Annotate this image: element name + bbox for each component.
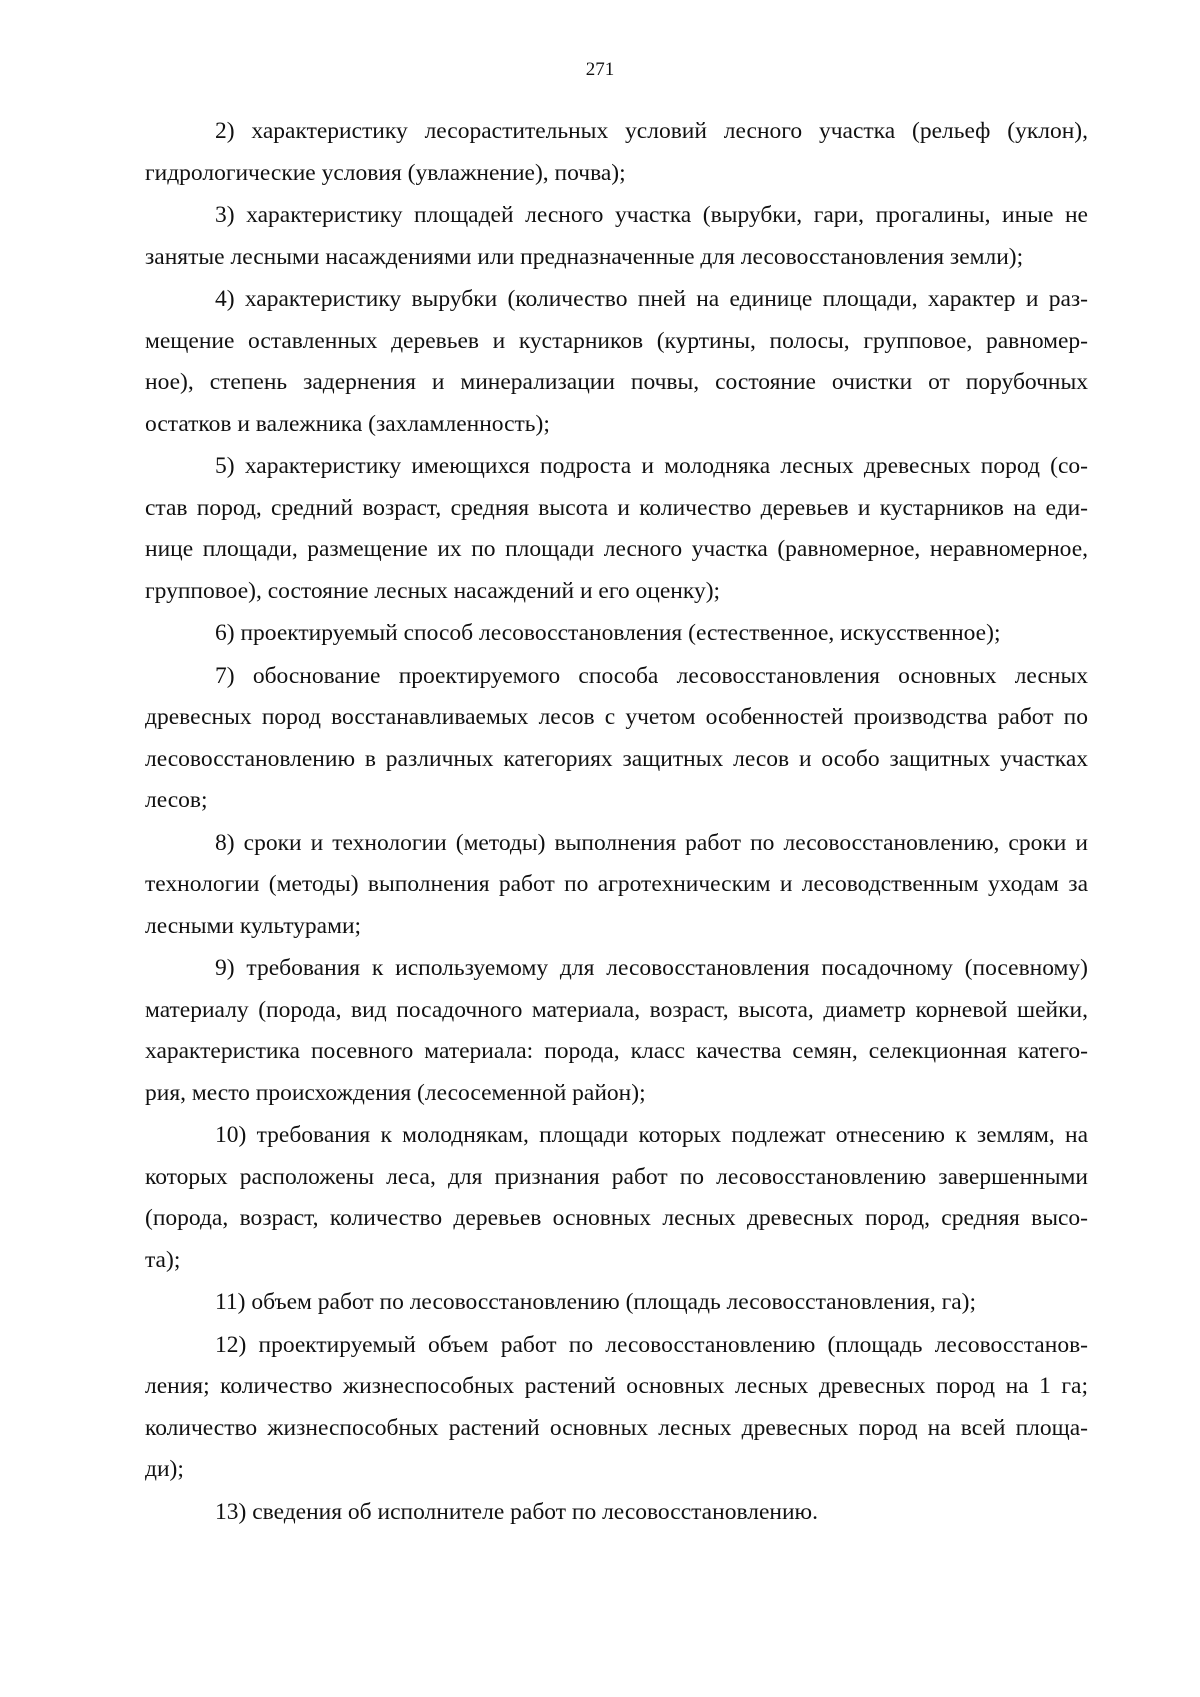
text-line: 2) характеристику лесорастительных условий лесного участка (рельеф (уклон), (215, 118, 1088, 144)
text-line: 11) объем работ по лесовосстановлению (площадь лесовосстановления, га); (215, 1289, 976, 1315)
text-line: 9) требования к используемому для лесовосстановления посадочному (посевному) (215, 955, 1088, 981)
text-line: гидрологические условия (увлажнение), почва); (145, 159, 626, 186)
list-item (145, 1492, 1088, 1534)
text-line: став пород, средний возраст, средняя высота и количество деревьев и кустарников на еди- (145, 494, 1088, 521)
text-line: лесов; (145, 787, 208, 813)
text-line: 7) обоснование проектируемого способа лесовосстановления основных лесных (215, 662, 1088, 689)
text-line: 4) характеристику вырубки (количество пней на единице площади, характер и раз- (215, 286, 1088, 312)
list-item (145, 279, 1088, 445)
list-item (145, 195, 1088, 278)
text-line: 12) проектируемый объем работ по лесовосстановлению (площадь лесовосстанов- (215, 1331, 1088, 1358)
text-line: 6) проектируемый способ лесовосстановления (естественное, искусственное); (215, 620, 1001, 646)
text-line: ди); (145, 1456, 184, 1482)
text-line: 10) требования к молоднякам, площади которых подлежат отнесению к землям, на (215, 1122, 1088, 1148)
text-line: ное), степень задернения и минерализации почвы, состояние очистки от порубочных (145, 369, 1088, 395)
text-line: которых расположены леса, для признания работ по лесовосстановлению завершенными (145, 1163, 1088, 1190)
list-item (145, 1282, 1088, 1324)
text-line: материалу (порода, вид посадочного материала, возраст, высота, диаметр корневой шейки, (145, 996, 1088, 1023)
list-item (145, 656, 1088, 822)
text-line: нице площади, размещение их по площади лесного участка (равномерное, неравномерное, (145, 536, 1088, 562)
text-line: лесовосстановлению в различных категориях защитных лесов и особо защитных участках (145, 745, 1088, 772)
list-item (145, 446, 1088, 612)
text-line: рия, место происхождения (лесосеменной район); (145, 1079, 646, 1106)
text-line: групповое), состояние лесных насаждений и его оценку); (145, 577, 721, 604)
text-line: ления; количество жизнеспособных растений основных лесных древесных пород на 1 га; (145, 1373, 1088, 1399)
text-line: древесных пород восстанавливаемых лесов с учетом особенностей производства работ по (145, 704, 1088, 730)
list-item (145, 948, 1088, 1114)
document-body (145, 111, 1088, 1534)
text-line: 13) сведения об исполнителе работ по лесовосстановлению. (215, 1498, 818, 1525)
page-number: 271 (585, 59, 615, 80)
text-line: характеристика посевного материала: порода, класс качества семян, селекционная катего- (145, 1038, 1088, 1064)
list-item (145, 1325, 1088, 1491)
list-item (145, 111, 1088, 194)
text-line: занятые лесными насаждениями или предназначенные для лесовосстановления земли); (145, 243, 1024, 270)
list-item (145, 1115, 1088, 1281)
text-line: мещение оставленных деревьев и кустарников (куртины, полосы, групповое, равномер- (145, 327, 1088, 354)
text-line: 3) характеристику площадей лесного участка (вырубки, гари, прогалины, иные не (215, 202, 1088, 228)
text-line: лесными культурами; (145, 912, 362, 939)
text-line: (порода, возраст, количество деревьев основных лесных древесных пород, средняя высо- (145, 1205, 1088, 1231)
list-item (145, 613, 1088, 655)
text-line: количество жизнеспособных растений основных лесных древесных пород на всей площа- (145, 1414, 1088, 1441)
text-line: 5) характеристику имеющихся подроста и молодняка лесных древесных пород (со- (215, 453, 1088, 479)
text-line: технологии (методы) выполнения работ по агротехническим и лесоводственным уходам за (145, 871, 1088, 897)
text-line: 8) сроки и технологии (методы) выполнения работ по лесовосстановлению, сроки и (215, 829, 1088, 856)
text-line: остатков и валежника (захламленность); (145, 410, 550, 437)
list-item (145, 823, 1088, 948)
text-line: та); (145, 1246, 181, 1273)
